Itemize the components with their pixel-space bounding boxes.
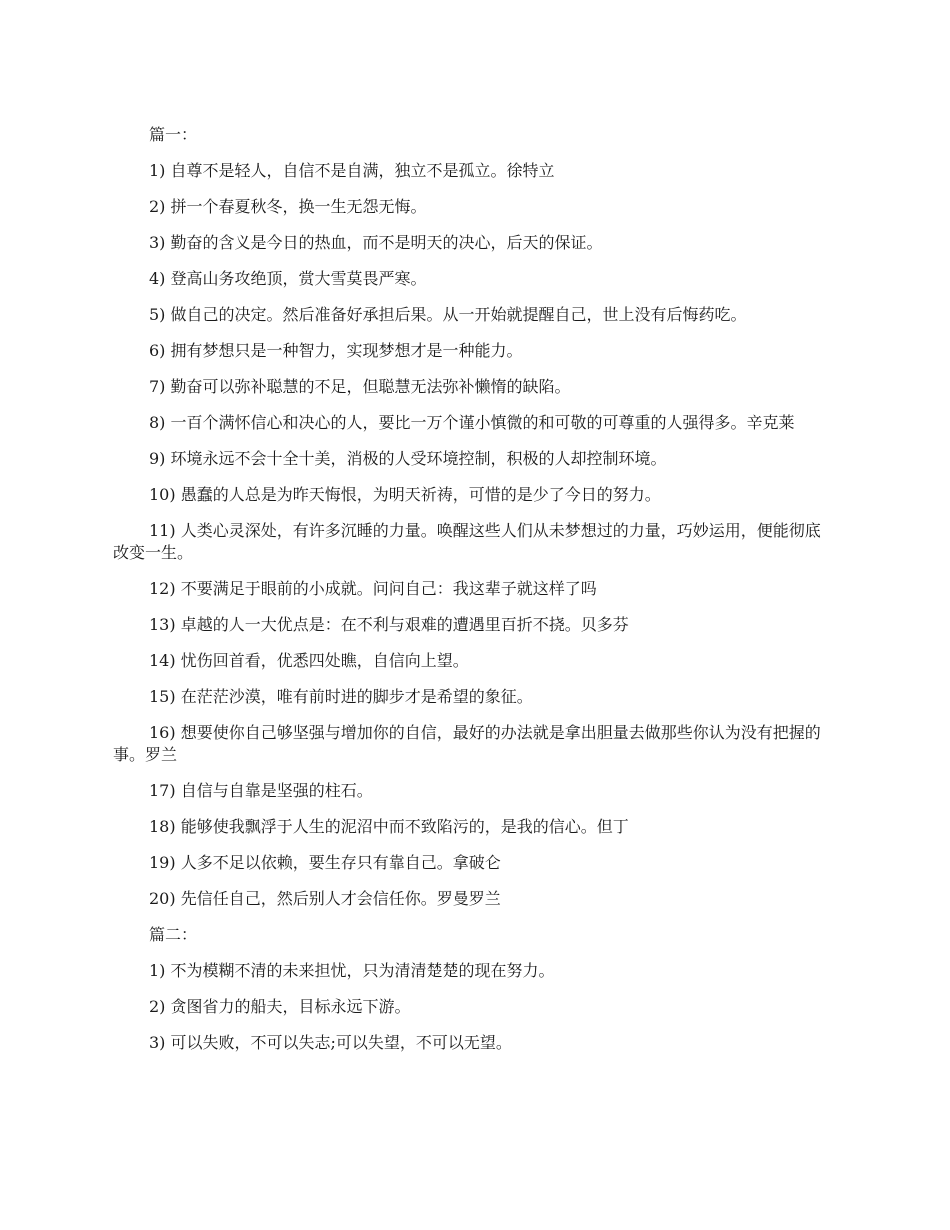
section-heading-2: 篇二： [149, 925, 198, 944]
section-heading-1: 篇一： [149, 125, 198, 144]
quote-paragraph: 20) 先信任自己，然后别人才会信任你。罗曼罗兰 [149, 889, 501, 908]
quote-paragraph: 5) 做自己的决定。然后准备好承担后果。从一开始就提醒自己，世上没有后悔药吃。 [149, 305, 747, 324]
quote-paragraph: 4) 登高山务攻绝顶，赏大雪莫畏严寒。 [149, 269, 427, 288]
quote-paragraph: 8) 一百个满怀信心和决心的人，要比一万个谨小慎微的和可敬的可尊重的人强得多。辛克莱 [149, 413, 795, 432]
quote-paragraph: 7) 勤奋可以弥补聪慧的不足，但聪慧无法弥补懒惰的缺陷。 [149, 377, 571, 396]
quote-paragraph: 14) 忧伤回首看，优悉四处瞧，自信向上望。 [149, 651, 469, 670]
quote-paragraph: 9) 环境永远不会十全十美，消极的人受环境控制，积极的人却控制环境。 [149, 449, 667, 468]
quote-paragraph: 16) 想要使你自己够坚强与增加你的自信，最好的办法就是拿出胆量去做那些你认为没有把握的事。罗兰 [113, 723, 821, 764]
quote-paragraph: 11) 人类心灵深处，有许多沉睡的力量。唤醒这些人们从未梦想过的力量，巧妙运用，便能彻底改变一生。 [113, 521, 821, 562]
quote-paragraph: 1) 自尊不是轻人，自信不是自满，独立不是孤立。徐特立 [149, 161, 555, 180]
quote-paragraph: 17) 自信与自靠是坚强的柱石。 [149, 781, 373, 800]
quote-paragraph: 19) 人多不足以依赖，要生存只有靠自己。拿破仑 [149, 853, 501, 872]
quote-paragraph: 2) 贪图省力的船夫，目标永远下游。 [149, 997, 411, 1016]
quote-paragraph: 3) 可以失败，不可以失志;可以失望，不可以无望。 [149, 1033, 512, 1052]
quote-paragraph: 3) 勤奋的含义是今日的热血，而不是明天的决心，后天的保证。 [149, 233, 603, 252]
quote-paragraph: 2) 拼一个春夏秋冬，换一生无怨无悔。 [149, 197, 427, 216]
quote-paragraph: 12) 不要满足于眼前的小成就。问问自己：我这辈子就这样了吗 [149, 579, 597, 598]
quote-paragraph: 6) 拥有梦想只是一种智力，实现梦想才是一种能力。 [149, 341, 523, 360]
quote-paragraph: 13) 卓越的人一大优点是：在不利与艰难的遭遇里百折不挠。贝多芬 [149, 615, 629, 634]
quote-paragraph: 18) 能够使我飘浮于人生的泥沼中而不致陷污的，是我的信心。但丁 [149, 817, 629, 836]
document-body [113, 124, 835, 1068]
quote-paragraph: 10) 愚蠢的人总是为昨天悔恨，为明天祈祷，可惜的是少了今日的努力。 [149, 485, 661, 504]
quote-paragraph: 15) 在茫茫沙漠，唯有前时进的脚步才是希望的象征。 [149, 687, 533, 706]
quote-paragraph: 1) 不为模糊不清的未来担忧，只为清清楚楚的现在努力。 [149, 961, 555, 980]
